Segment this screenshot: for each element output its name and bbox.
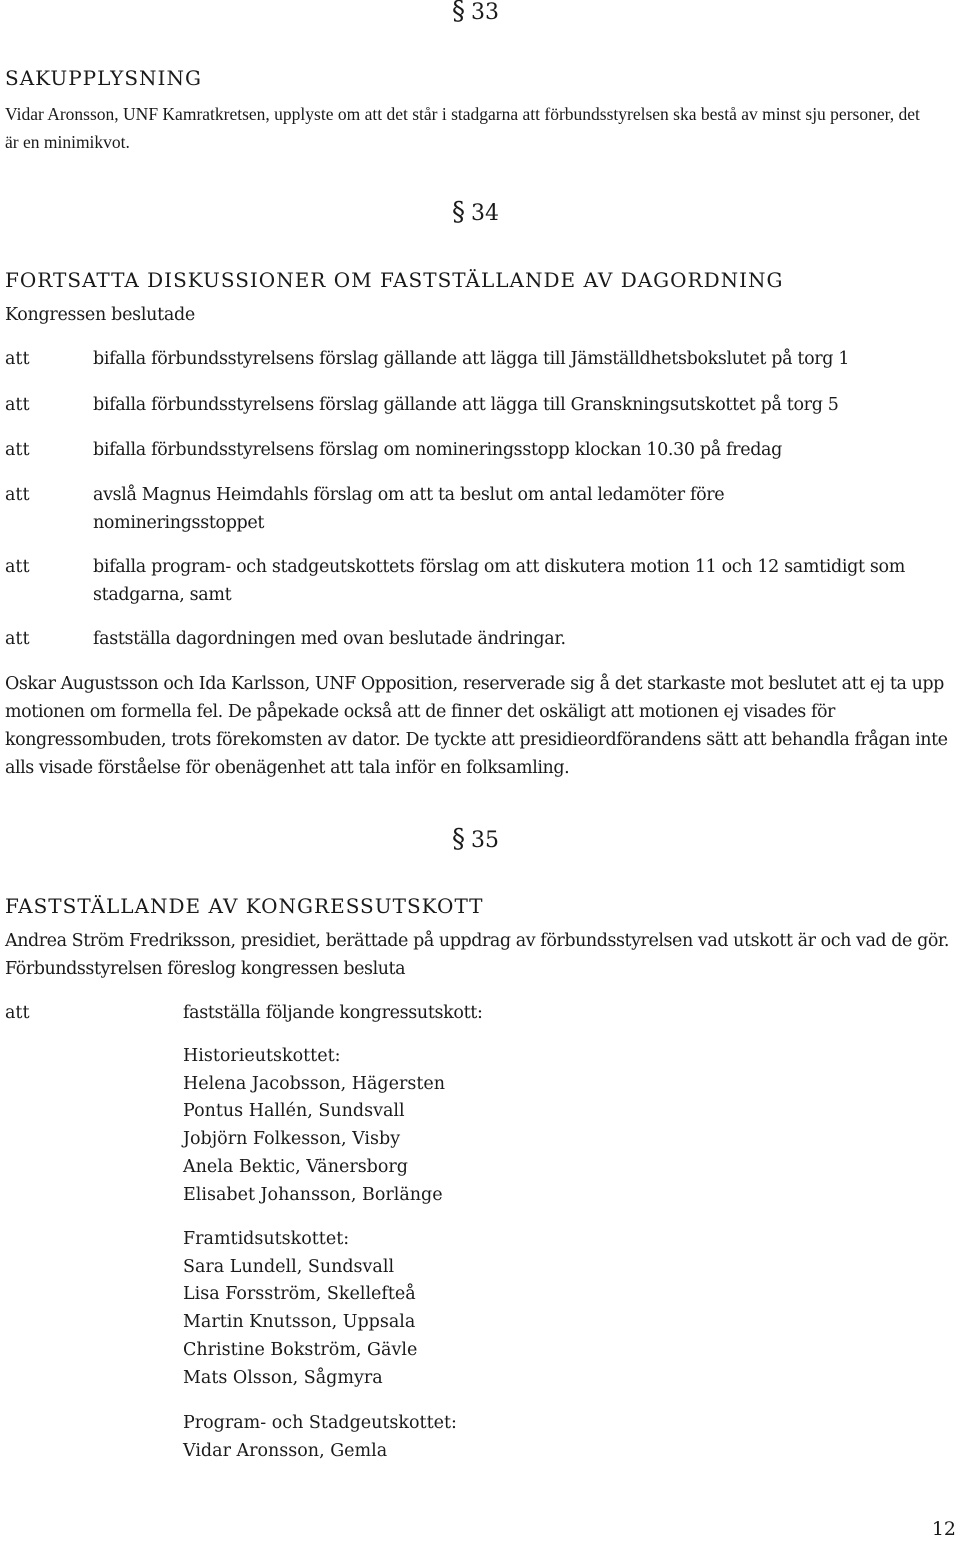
att-label: att [5, 485, 30, 505]
decision-text: bifalla förbundsstyrelsens förslag gällande att lägga till Jämställdhetsbokslutet på torg 1 [93, 349, 850, 369]
reservation-text: Oskar Augustsson och Ida Karlsson, UNF Opposition, reserverade sig å det starkaste mot beslutet att ej ta upp motionen om formella fel. De påpekade också att de finner det oskäligt att motionen ej visades för kongressombuden, trots förekomsten av dator. De tyckte att presidieordförandens sätt att behandla frågan inte alls visade förståelse för obenägenhet att tala inför en folksamling. [5, 674, 948, 778]
decision-text: fastställa dagordningen med ovan beslutade ändringar. [93, 629, 566, 649]
att-label: att [5, 395, 30, 415]
section-heading-dagordning: FORTSATTA DISKUSSIONER OM FASTSTÄLLANDE AV DAGORDNING [5, 268, 784, 292]
decision-row [5, 625, 955, 653]
decision-row [5, 391, 955, 419]
committee-member: Sara Lundell, Sundsvall [183, 1256, 395, 1277]
decision-text: bifalla program- och stadgeutskottets förslag om att diskutera motion 11 och 12 samtidigt som stadgarna, samt [93, 557, 905, 605]
section-heading-sakupplysning: SAKUPPLYSNING [5, 66, 202, 90]
committee-member: Helena Jacobsson, Hägersten [183, 1073, 445, 1094]
decision-row [5, 345, 955, 373]
committee-framtidsutskottet [183, 1226, 417, 1392]
committee-name: Program- och Stadgeutskottet: [183, 1413, 457, 1433]
decision-row [5, 481, 955, 537]
committee-name: Framtidsutskottet: [183, 1229, 350, 1249]
decision-text: bifalla förbundsstyrelsens förslag om nomineringsstopp klockan 10.30 på fredag [93, 440, 782, 460]
committee-program-och-stadgeutskottet [183, 1410, 457, 1465]
section-body-35: Andrea Ström Fredriksson, presidiet, berättade på uppdrag av förbundsstyrelsen vad utskott är och vad de gör. Förbundsstyrelsen föreslog kongressen besluta [5, 931, 950, 979]
att-label: att [5, 349, 30, 369]
proposal-row [5, 999, 955, 1027]
section-sign-icon: § [452, 197, 465, 227]
decision-row [5, 436, 955, 464]
section-sign-icon: § [452, 824, 465, 854]
page-number: 12 [931, 1518, 956, 1540]
decision-row [5, 553, 955, 609]
att-label: att [5, 1003, 30, 1023]
decision-text: avslå Magnus Heimdahls förslag om att ta beslut om antal ledamöter före nomineringsstoppet [93, 485, 725, 533]
proposal-text: fastställa följande kongressutskott: [183, 1003, 483, 1023]
committee-member: Anela Bektic, Vänersborg [183, 1156, 408, 1177]
section-sign-icon: § [452, 0, 465, 26]
committee-member: Vidar Aronsson, Gemla [183, 1440, 388, 1461]
committee-name: Historieutskottet: [183, 1046, 341, 1066]
att-label: att [5, 440, 30, 460]
section-number-34: § 34 [452, 197, 499, 227]
att-label: att [5, 557, 30, 577]
decision-text: bifalla förbundsstyrelsens förslag gällande att lägga till Granskningsutskottet på torg 5 [93, 395, 839, 415]
section-heading-kongressutskott: FASTSTÄLLANDE AV KONGRESSUTSKOTT [5, 894, 484, 918]
committee-member: Pontus Hallén, Sundsvall [183, 1101, 405, 1122]
committee-member: Christine Bokström, Gävle [183, 1339, 418, 1360]
committee-historieutskottet [183, 1043, 445, 1209]
section-number-33: § 33 [452, 0, 499, 26]
decision-intro: Kongressen beslutade [5, 305, 195, 325]
section-number-35: § 35 [452, 824, 499, 854]
committee-member: Martin Knutsson, Uppsala [183, 1312, 416, 1333]
committee-member: Mats Olsson, Sågmyra [183, 1367, 383, 1388]
committee-member: Lisa Forsström, Skellefteå [183, 1284, 416, 1305]
committee-member: Jobjörn Folkesson, Visby [183, 1129, 401, 1150]
section-body-33: Vidar Aronsson, UNF Kamratkretsen, upplyste om att det står i stadgarna att förbundsstyrelsen ska bestå av minst sju personer, det är en minimikvot. [5, 104, 920, 152]
att-label: att [5, 629, 30, 649]
committee-member: Elisabet Johansson, Borlänge [183, 1184, 443, 1205]
